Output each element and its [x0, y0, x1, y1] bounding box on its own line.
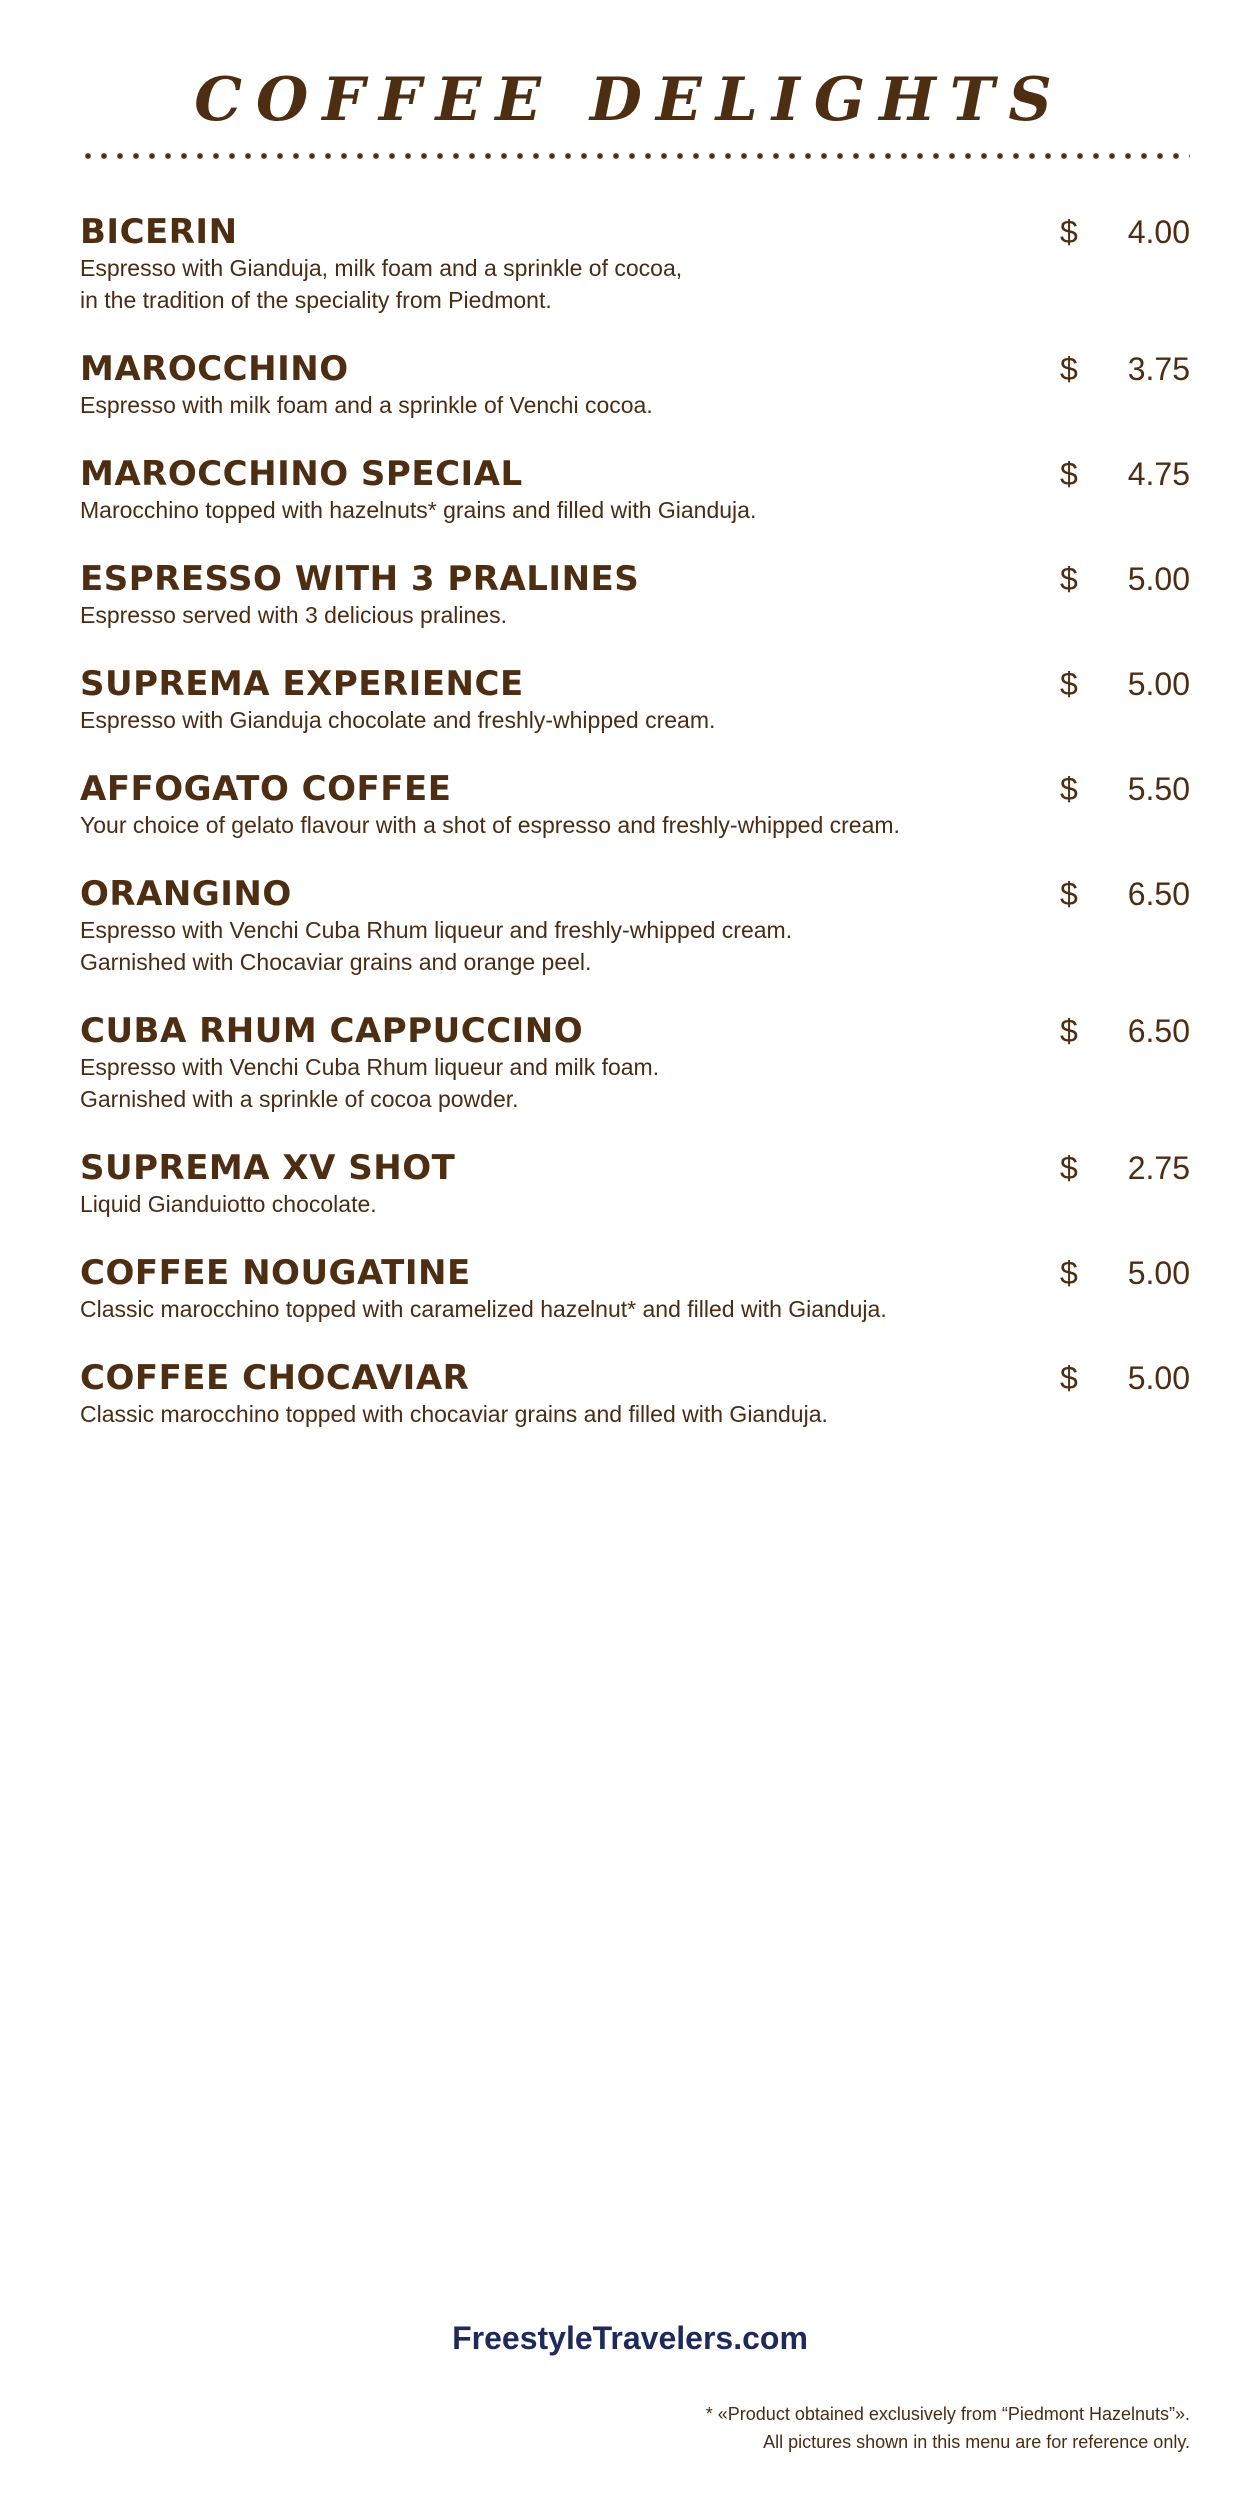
currency-symbol: $: [1060, 456, 1078, 492]
menu-item: [80, 874, 1190, 978]
item-price: [1060, 1255, 1190, 1291]
price-amount: 2.75: [1127, 1150, 1190, 1186]
item-name: MAROCCHINO SPECIAL: [80, 454, 523, 494]
item-name: ORANGINO: [80, 874, 292, 914]
menu-item: [80, 454, 1190, 526]
item-price: [1060, 1150, 1190, 1186]
item-price: [1060, 1360, 1190, 1396]
menu-item: [80, 349, 1190, 421]
item-name: MAROCCHINO: [80, 349, 349, 389]
item-price: [1060, 771, 1190, 807]
currency-symbol: $: [1060, 214, 1078, 250]
price-amount: 5.50: [1127, 771, 1190, 807]
price-amount: 6.50: [1127, 876, 1190, 912]
item-description: Espresso with milk foam and a sprinkle of Venchi cocoa.: [80, 392, 653, 418]
price-amount: 5.00: [1127, 1255, 1190, 1291]
currency-symbol: $: [1060, 876, 1078, 912]
menu-item: [80, 1011, 1190, 1115]
dotted-divider: [80, 152, 1190, 160]
item-description: Classic marocchino topped with chocaviar grains and filled with Gianduja.: [80, 1401, 828, 1427]
price-amount: 5.00: [1127, 561, 1190, 597]
price-amount: 4.00: [1127, 214, 1190, 250]
item-description: Espresso with Gianduja, milk foam and a sprinkle of cocoa, in the tradition of the speciality from Piedmont.: [80, 255, 683, 313]
currency-symbol: $: [1060, 1360, 1078, 1396]
item-price: [1060, 561, 1190, 597]
item-description: Marocchino topped with hazelnuts* grains and filled with Gianduja.: [80, 497, 757, 523]
item-description: Espresso with Venchi Cuba Rhum liqueur and milk foam. Garnished with a sprinkle of cocoa powder.: [80, 1054, 660, 1112]
item-description: Espresso served with 3 delicious pralines.: [80, 602, 507, 628]
currency-symbol: $: [1060, 1255, 1078, 1291]
currency-symbol: $: [1060, 771, 1078, 807]
currency-symbol: $: [1060, 1013, 1078, 1049]
menu-item: [80, 664, 1190, 736]
item-description: Your choice of gelato flavour with a shot of espresso and freshly-whipped cream.: [80, 812, 900, 838]
menu-item: [80, 559, 1190, 631]
price-amount: 6.50: [1127, 1013, 1190, 1049]
footnote: [290, 2400, 1190, 2456]
item-name: BICERIN: [80, 212, 238, 252]
menu-item: [80, 1358, 1190, 1430]
item-name: COFFEE NOUGATINE: [80, 1253, 471, 1293]
item-name: SUPREMA XV SHOT: [80, 1148, 456, 1188]
menu-item-list: [80, 212, 1190, 1463]
item-price: [1060, 876, 1190, 912]
item-name: COFFEE CHOCAVIAR: [80, 1358, 470, 1398]
footnote-line-1: * «Product obtained exclusively from “Piedmont Hazelnuts”».: [705, 2404, 1190, 2424]
item-description: Classic marocchino topped with caramelized hazelnut* and filled with Gianduja.: [80, 1296, 887, 1322]
price-amount: 3.75: [1127, 351, 1190, 387]
menu-item: [80, 1148, 1190, 1220]
item-price: [1060, 1013, 1190, 1049]
currency-symbol: $: [1060, 666, 1078, 702]
price-amount: 5.00: [1127, 666, 1190, 702]
footnote-line-2: All pictures shown in this menu are for reference only.: [763, 2432, 1190, 2452]
item-price: [1060, 456, 1190, 492]
item-name: AFFOGATO COFFEE: [80, 769, 452, 809]
currency-symbol: $: [1060, 351, 1078, 387]
site-credit: FreestyleTravelers.com: [452, 2320, 808, 2356]
price-amount: 4.75: [1127, 456, 1190, 492]
menu-item: [80, 769, 1190, 841]
item-price: [1060, 351, 1190, 387]
currency-symbol: $: [1060, 1150, 1078, 1186]
item-name: CUBA RHUM CAPPUCCINO: [80, 1011, 584, 1051]
menu-item: [80, 212, 1190, 316]
item-description: Espresso with Venchi Cuba Rhum liqueur and freshly-whipped cream. Garnished with Chocaviar grains and orange peel.: [80, 917, 793, 975]
menu-item: [80, 1253, 1190, 1325]
price-amount: 5.00: [1127, 1360, 1190, 1396]
item-price: [1060, 214, 1190, 250]
item-price: [1060, 666, 1190, 702]
item-name: SUPREMA EXPERIENCE: [80, 664, 524, 704]
item-description: Espresso with Gianduja chocolate and freshly-whipped cream.: [80, 707, 716, 733]
item-description: Liquid Gianduiotto chocolate.: [80, 1191, 377, 1217]
currency-symbol: $: [1060, 561, 1078, 597]
menu-title: COFFEE DELIGHTS: [194, 65, 1066, 135]
item-name: ESPRESSO WITH 3 PRALINES: [80, 559, 640, 599]
